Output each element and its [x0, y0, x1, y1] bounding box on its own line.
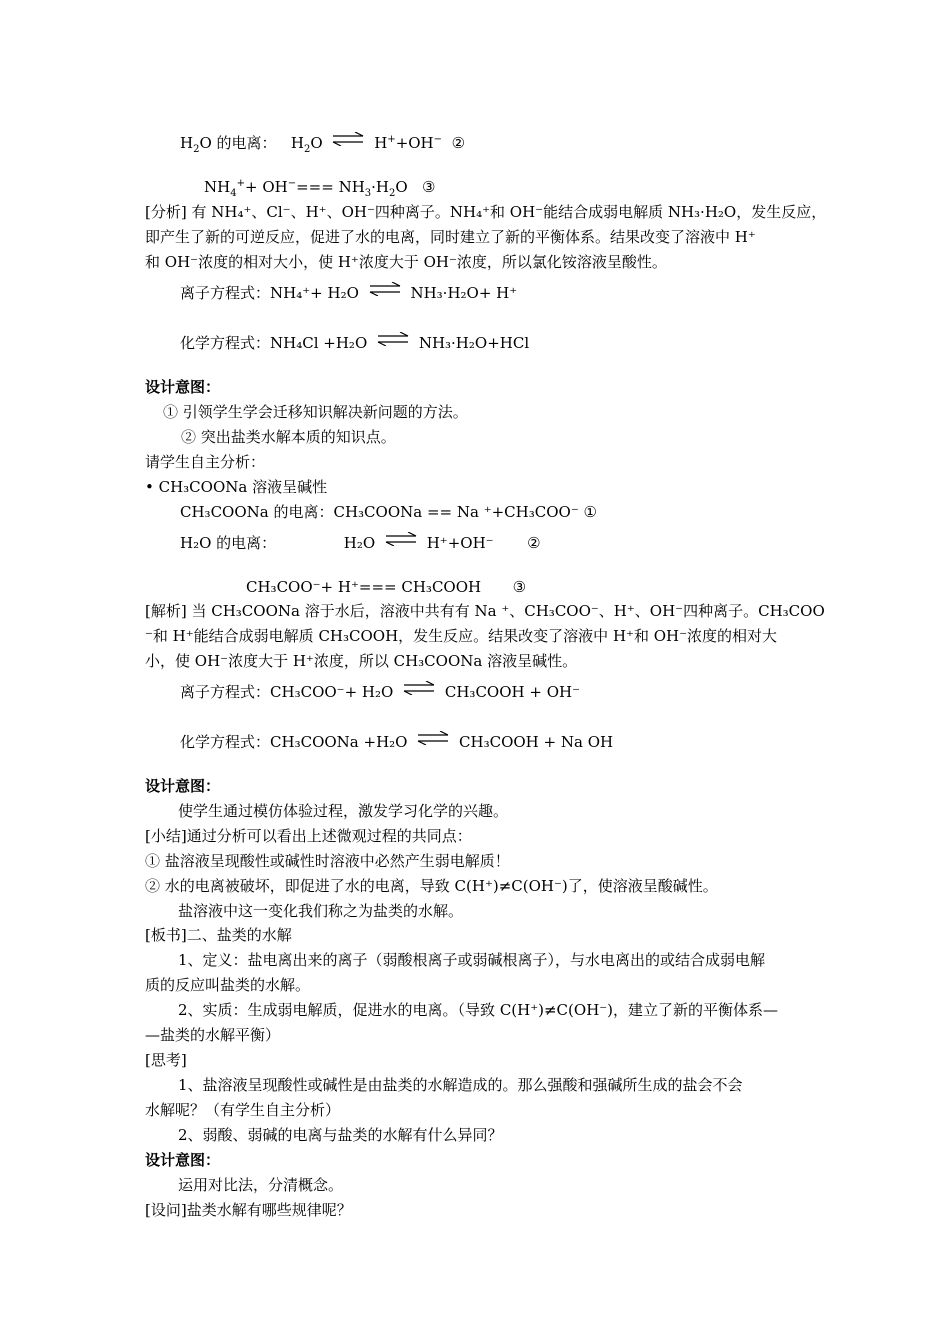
- analysis-line-2: 即产生了新的可逆反应，促进了水的电离，同时建立了新的平衡体系。结果改变了溶液中 H⁺: [145, 228, 756, 246]
- design-intent-heading-1: 设计意图：: [145, 378, 221, 396]
- equilibrium-arrow-icon: [368, 282, 402, 296]
- water-ionization-line-2: H₂O 的电离： H₂O H⁺+OH⁻ ②: [180, 534, 541, 552]
- analysis-line-1: [分析] 有 NH₄⁺、Cl⁻、H⁺、OH⁻四种离子。NH₄⁺和 OH⁻能结合成弱电解质 NH₃·H₂O，发生反应，: [145, 203, 827, 221]
- ammonium-hydroxide-equation: $NH_4^++ OH^-=== NH_3\cdot H_2O$ ③: [204, 178, 436, 199]
- ionic-equation-1: 离子方程式：NH₄⁺+ H₂O NH₃·H₂O+ H⁺: [180, 284, 518, 302]
- equilibrium-arrow-icon: [416, 731, 450, 745]
- board-definition-line-1: 1、定义：盐电离出来的离子（弱酸根离子或弱碱根离子），与水电离出的或结合成弱电解: [178, 951, 766, 969]
- design-intent-item-1: ① 引领学生学会迁移知识解决新问题的方法。: [163, 403, 468, 421]
- explanation-line-3: 小，使 OH⁻浓度大于 H⁺浓度，所以 CH₃COONa 溶液呈碱性。: [145, 652, 578, 670]
- board-definition-line-2: 质的反应叫盐类的水解。: [145, 976, 311, 994]
- think-line-3: 2、弱酸、弱碱的电离与盐类的水解有什么异同？: [178, 1126, 503, 1144]
- water-ionization-line: $H_2O$ 的电离： $H_2O$ H++OH− ②: [180, 134, 466, 155]
- equilibrium-arrow-icon: [384, 532, 418, 546]
- chemical-equation-1: 化学方程式：NH₄Cl +H₂O NH₃·H₂O+HCl: [180, 334, 530, 352]
- think-heading: [思考]: [145, 1051, 187, 1069]
- explanation-line-2: ⁻和 H⁺能结合成弱电解质 CH₃COOH，发生反应。结果改变了溶液中 H⁺和 OH⁻浓度的相对大: [145, 627, 778, 645]
- equilibrium-arrow-icon: [331, 132, 365, 146]
- design-intent-heading-3: 设计意图：: [145, 1151, 221, 1169]
- equilibrium-arrow-icon: [376, 332, 410, 346]
- summary-line-1: [小结]通过分析可以看出上述微观过程的共同点：: [145, 827, 472, 845]
- ionic-equation-2: 离子方程式：CH₃COO⁻+ H₂O CH₃COOH + OH⁻: [180, 683, 580, 701]
- equilibrium-arrow-icon: [402, 681, 436, 695]
- summary-line-3: ② 水的电离被破坏，即促进了水的电离，导致 C(H⁺)≠C(OH⁻)了，使溶液呈酸碱性。: [145, 877, 718, 895]
- analysis-line-3: 和 OH⁻浓度的相对大小，使 H⁺浓度大于 OH⁻浓度，所以氯化铵溶液呈酸性。: [145, 253, 667, 271]
- board-heading: [板书]二、盐类的水解: [145, 926, 292, 944]
- think-line-1: 1、盐溶液呈现酸性或碱性是由盐类的水解造成的。那么强酸和强碱所生成的盐会不会: [178, 1076, 743, 1094]
- design-intent-text-2: 使学生通过模仿体验过程，激发学习化学的兴趣。: [178, 802, 509, 820]
- question-line: [设问]盐类水解有哪些规律呢？: [145, 1201, 352, 1219]
- board-essence-line-2: —盐类的水解平衡）: [145, 1026, 281, 1044]
- design-intent-item-2: ② 突出盐类水解本质的知识点。: [181, 428, 396, 446]
- summary-line-4: 盐溶液中这一变化我们称之为盐类的水解。: [178, 902, 464, 920]
- explanation-line-1: [解析] 当 CH₃COONa 溶于水后，溶液中共有有 Na ⁺、CH₃COO⁻、H⁺、OH⁻四种离子。CH₃COO: [145, 602, 825, 620]
- sodium-acetate-ionization: CH₃COONa 的电离：CH₃COONa == Na ⁺+CH₃COO⁻ ①: [180, 503, 597, 521]
- design-intent-heading-2: 设计意图：: [145, 777, 221, 795]
- chemical-equation-2: 化学方程式：CH₃COONa +H₂O CH₃COOH + Na OH: [180, 733, 614, 751]
- acetate-hydrogen-equation: CH₃COO⁻+ H⁺=== CH₃COOH ③: [246, 578, 527, 596]
- think-line-2: 水解呢？（有学生自主分析）: [145, 1101, 341, 1119]
- board-essence-line-1: 2、实质：生成弱电解质，促进水的电离。（导致 C(H⁺)≠C(OH⁻)，建立了新的平衡体系—: [178, 1001, 779, 1019]
- summary-line-2: ① 盐溶液呈现酸性或碱性时溶液中必然产生弱电解质！: [145, 852, 510, 870]
- sodium-acetate-bullet: • CH₃COONa 溶液呈碱性: [145, 478, 328, 496]
- self-analysis-intro: 请学生自主分析：: [145, 453, 266, 471]
- design-intent-text-3: 运用对比法，分清概念。: [178, 1176, 344, 1194]
